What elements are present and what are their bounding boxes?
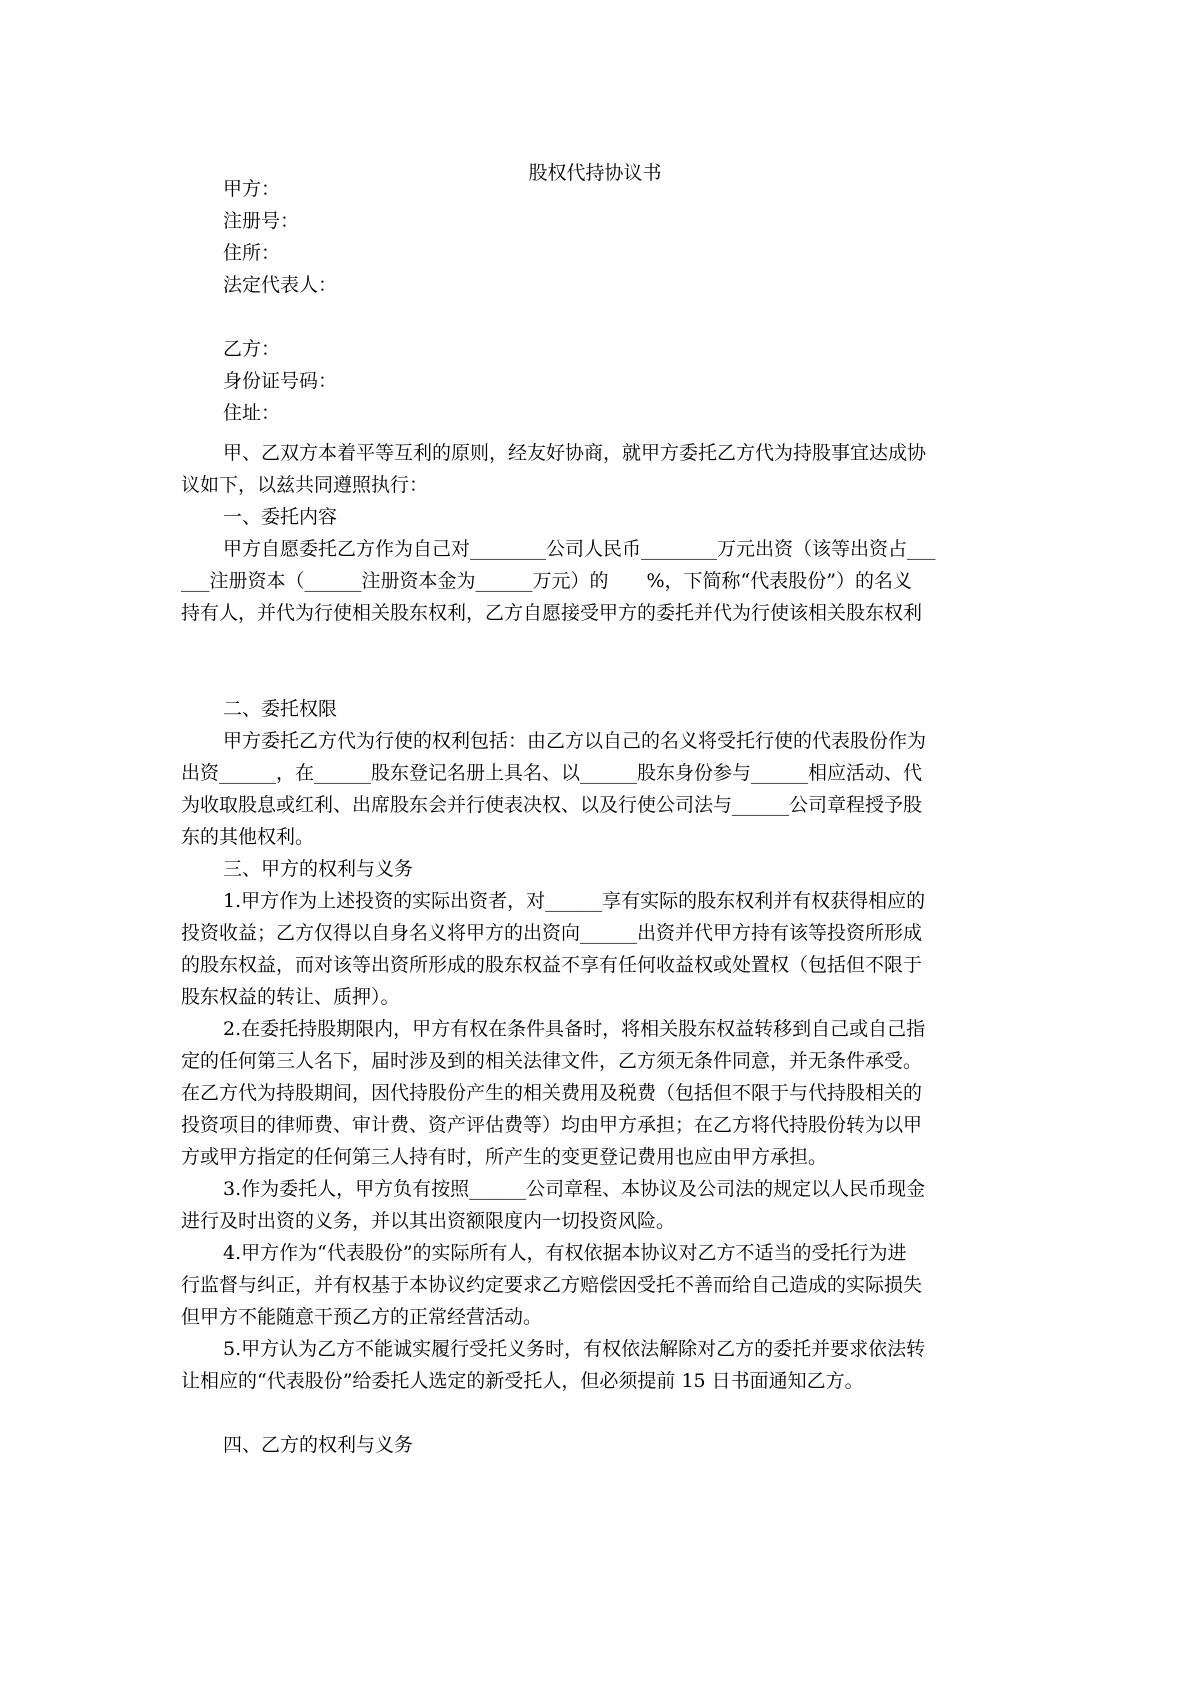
section2-line: 甲方委托乙方代为行使的权利包括：由乙方以自己的名义将受托行使的代表股份作为 [223, 730, 927, 752]
section1-line: ___注册资本（______注册资本金为______万元）的 %，下简称“代表股份”）的名义 [181, 570, 912, 592]
party-a-reg-no-label: 注册号： [223, 210, 300, 232]
section2-line: 出资______，在______股东登记名册上具名、以______股东身份参与______相应活动、代 [181, 762, 923, 784]
section3-block [181, 853, 1022, 1397]
section1-heading: 一、委托内容 [223, 506, 338, 528]
section2-line: 东的其他权利。 [181, 826, 315, 848]
section3-item4-line: 4.甲方作为“代表股份”的实际所有人，有权依据本协议对乙方不适当的受托行为进 [223, 1242, 907, 1264]
document-title: 股权代持协议书 [528, 162, 662, 184]
section1-line: 持有人，并代为行使相关股东权利，乙方自愿接受甲方的委托并代为行使该相关股东权利 [181, 602, 923, 624]
section2-heading: 二、委托权限 [223, 698, 338, 720]
section4-heading: 四、乙方的权利与义务 [223, 1434, 414, 1456]
party-b-id-no-label: 身份证号码： [223, 370, 338, 392]
section2-block [181, 693, 1022, 853]
preamble-block [181, 437, 1022, 629]
section3-item5-line: 5.甲方认为乙方不能诚实履行受托义务时，有权依法解除对乙方的委托并要求依法转 [223, 1338, 926, 1360]
party-a-label: 甲方： [223, 178, 281, 200]
party-a-address-label: 住所： [223, 242, 281, 264]
section3-item2-line: 投资项目的律师费、审计费、资产评估费等）均由甲方承担；在乙方将代持股份转为以甲 [181, 1114, 923, 1136]
section3-item2-line: 定的任何第三人名下，届时涉及到的相关法律文件，乙方须无条件同意，并无条件承受。 [181, 1050, 923, 1072]
party-b-label: 乙方： [223, 338, 281, 360]
section3-item4-line: 行监督与纠正，并有权基于本协议约定要求乙方赔偿因受托不善而给自己造成的实际损失 [181, 1274, 923, 1296]
party-a-block [181, 173, 1022, 429]
section2-line: 为收取股息或红利、出席股东会并行使表决权、以及行使公司法与______公司章程授予股 [181, 794, 923, 816]
section1-line: 甲方自愿委托乙方作为自己对________公司人民币________万元出资（该等出资占___ [223, 538, 936, 560]
section3-item2-line: 方或甲方指定的任何第三人持有时，所产生的变更登记费用也应由甲方承担。 [181, 1146, 828, 1168]
section3-item5-line: 让相应的“代表股份”给委托人选定的新受托人，但必须提前 15 日书面通知乙方。 [181, 1370, 864, 1392]
section3-item1-line: 股东权益的转让、质押）。 [181, 986, 400, 1008]
section3-item3-line: 3.作为委托人，甲方负有按照______公司章程、本协议及公司法的规定以人民币现金 [223, 1178, 926, 1200]
preamble-line: 甲、乙双方本着平等互利的原则，经友好协商，就甲方委托乙方代为持股事宜达成协 [223, 442, 927, 464]
section3-item4-line: 但甲方不能随意干预乙方的正常经营活动。 [181, 1306, 543, 1328]
section3-item1-line: 投资收益；乙方仅得以自身名义将甲方的出资向______出资并代甲方持有该等投资所形成 [181, 922, 923, 944]
section3-item2-line: 在乙方代为持股期间，因代持股份产生的相关费用及税费（包括但不限于与代持股相关的 [181, 1082, 923, 1104]
party-a-legal-rep-label: 法定代表人： [223, 274, 338, 296]
section3-item1-line: 1.甲方作为上述投资的实际出资者，对______享有实际的股东权利并有权获得相应的 [223, 890, 926, 912]
preamble-line: 议如下，以兹共同遵照执行： [181, 474, 429, 496]
spacer [181, 301, 1022, 333]
section3-item3-line: 进行及时出资的义务，并以其出资额限度内一切投资风险。 [181, 1210, 676, 1232]
section3-heading: 三、甲方的权利与义务 [223, 858, 414, 880]
section3-item2-line: 2.在委托持股期限内，甲方有权在条件具备时，将相关股东权益转移到自己或自己指 [223, 1018, 926, 1040]
section4-block [181, 1429, 1022, 1461]
party-b-address-label: 住址： [223, 402, 281, 424]
section3-item1-line: 的股东权益，而对该等出资所形成的股东权益不享有任何收益权或处置权（包括但不限于 [181, 954, 923, 976]
